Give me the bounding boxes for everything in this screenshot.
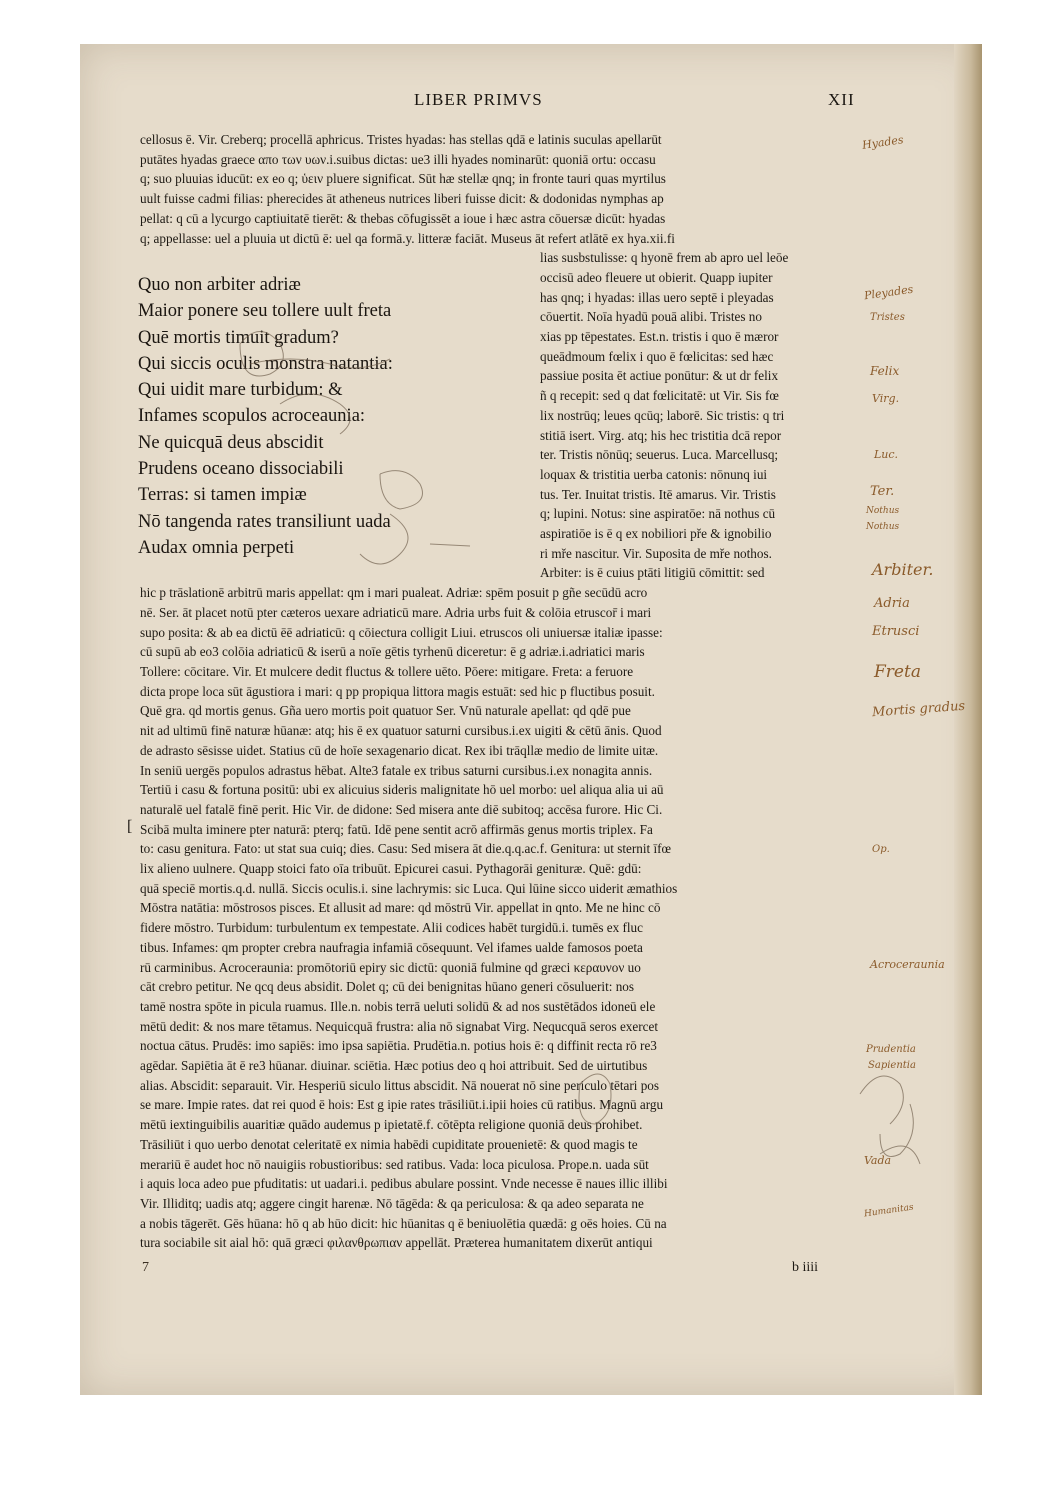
manuscript-page <box>80 44 982 1395</box>
verse-line: Infames scopulos acroceaunia: <box>138 406 366 427</box>
commentary-line: supo posita: & ab ea dictū ēē adriaticū: q cōiectura colligit Liui. etruscos oli uniuersæ italiæ ipasse: <box>140 624 663 640</box>
commentary-line: merariū ē audet hoc nō nauigiis robustioribus: sed ratibus. Vada: loca piculosa. Prope.n. uada sūt <box>140 1156 649 1172</box>
commentary-line: aspiratiōe is ē q ex nobiliori pře & ignobilio <box>540 526 772 542</box>
verse-line: Ne quicquā deus abscidit <box>138 432 324 453</box>
commentary-line: a nobis tāgerēt. Gēs hūana: hō q ab hūo dicit: hic hūanitas q ē beniuolētia quædā: g oēs hoies. Cū na <box>140 1215 667 1231</box>
verse-line: Qui siccis oculis monstra natantia: <box>138 353 393 374</box>
marginal-note: Hyades <box>861 133 905 152</box>
commentary-line: fidere mōstro. Turbidum: turbulentum ex tempestate. Alii codices habēt turgidū.i. tumēs ex fluc <box>140 920 643 936</box>
commentary-line: loquax & tristitia uerba catonis: nōnunq iui <box>540 466 768 482</box>
commentary-line: i aquis loca adeo pue pfuditatis: ut uadari.i. pedibus abulare possint. Vnde necesse ē naues illic illibi <box>140 1176 668 1192</box>
marginal-note: Ter. <box>870 484 895 499</box>
commentary-line: se mare. Impie rates. dat rei quod ē hois: Est g ipie rates trāsiliūt.i.ipii hoies cū ratibus. Magnū argu <box>140 1097 664 1113</box>
commentary-line: xias pp tēpestates. Est.n. tristis i quo ē mæror <box>540 329 779 345</box>
commentary-line: naturalē uel fatalē finē perit. Hic Vir. de didone: Sed misera ante diē subitoq; accēsa furore. Hic Ci. <box>140 801 663 817</box>
commentary-line: Trāsiliūt i quo uerbo denotat celeritatē ex nimia habēdi cupiditate prouenietē: & quod magis te <box>140 1136 638 1152</box>
commentary-line: tamē nostra spōte in picula ruamus. Ille.n. nobis terrā ueluti solidū & ad nos sustētādos idoneū ele <box>140 998 656 1014</box>
margin-mark: 7 <box>142 1260 149 1275</box>
commentary-line: Mōstra natātia: mōstrosos pisces. Et allusit ad mare: qd mōstrū Vir. appellat in qnto. Me ne hinc cō <box>140 900 661 916</box>
marginal-note: Adria <box>874 596 910 611</box>
commentary-line: putātes hyadas graece απο των υων.i.suibus dictas: ue3 illi hyades nominarūt: quoniā ortu: occasu <box>140 151 656 167</box>
verse-line: Audax omnia perpeti <box>138 537 295 558</box>
marginal-note: Nothus <box>866 522 900 532</box>
marginal-note: Vada <box>864 1154 892 1167</box>
commentary-line: Vir. Illiditq; uadis atq; aggere cingit harenæ. Nō tāgēda: & qa periculosa: & qa adeo separata ne <box>140 1195 644 1211</box>
marginalia <box>80 44 982 1395</box>
marginal-note: Pleyades <box>863 282 915 303</box>
commentary-line: tibus. Infames: qm propter crebra naufragia infamiā cōsequunt. Vel ifames ualde famosos poeta <box>140 939 643 955</box>
verse-line: Quē mortis timuit gradum? <box>138 327 339 348</box>
commentary-line: de adrasto sēsisse uidet. Statius cū de hoīe sexagenario dicat. Rex ibi trāqllæ medio de limite uitæ. <box>140 742 659 758</box>
commentary-line: queādmoum fœlix i quo ē fœlicitas: sed hæc <box>540 348 774 364</box>
commentary-line: Quē gra. qd mortis genus. Gña uero mortis poit quatuor Ser. Vnū naturale apellat: qd qdē pue <box>140 703 631 719</box>
commentary-line: rū carminibus. Acroceraunia: promōtoriū epiry sic dictū: quoniā fulmine qd græci κεραυνον uo <box>140 959 641 975</box>
marginal-note: Arbiter. <box>872 560 934 579</box>
running-title: LIBER PRIMVS <box>414 90 543 109</box>
marginal-note: Virg. <box>872 392 900 405</box>
commentary-line: pellat: q cū a lycurgo captiuitatē tierēt: & thebas cōfugissēt a ioue i hæc astra cōuersæ dicūt: hyadas <box>140 210 666 226</box>
commentary-line: ñ q recepit: sed q dat fœlicitatē: ut Vir. Sis fœ <box>540 388 779 404</box>
marginal-note: Luc. <box>874 448 899 461</box>
commentary-line: mētū iextinguibilis auaritiæ quādo audemus p ipietatē.f. cōtēpta religione quoniā deus prohibet. <box>140 1117 643 1133</box>
verse-line: Nō tangenda rates transiliunt uada <box>138 511 391 532</box>
verse-line: Prudens oceano dissociabili <box>138 459 344 480</box>
commentary-line: cāt crebro petitur. Ne qcq deus absidit. Dolet q; cū dei benignitas hūano generi cōsuluerit: nos <box>140 979 635 995</box>
commentary-line: stitiā isert. Virg. atq; his hec tristitia dcā repor <box>540 427 782 443</box>
verse-line: Maior ponere seu tollere uult freta <box>138 301 392 322</box>
commentary-line: cū supū ab eo3 colōia adriaticū & iserū a noīe gētis tyrhenū diceretur: ē g adriæ.i.adriatici maris <box>140 644 645 660</box>
commentary-line: dicta prope loca sūt āgustiora i mari: q pp propiqua littora magis estuāt: sed hic p fluctibus posuit. <box>140 683 655 699</box>
commentary-line: q; lupini. Notus: sine aspiratōe: nā nothus cū <box>540 506 776 522</box>
commentary-line: lix alieno uulnere. Quapp stoici fato oīa tribuūt. Epicurei casui. Pythagorāi genituræ. Quē: gdū: <box>140 861 642 877</box>
commentary-line: noctua cātus. Prudēs: imo sapiēs: imo ipsa sapiētia. Prudētia.n. potius hois ē: q diffinit recta rō re3 <box>140 1038 657 1054</box>
commentary-line: hic p trāslationē arbitrū maris appellat: qm i mari pualeat. Adriæ: spēm posuit p gñe secūdū acro <box>140 585 648 601</box>
marginal-note: Sapientia <box>868 1060 916 1071</box>
commentary-line: alias. Abscidit: separauit. Vir. Hesperiū siculo littus abscidit. Nā nouerat nō sine periculo tētari pos <box>140 1077 660 1093</box>
commentary-line: q; suo pluuias iducūt: ex eo q; ὑειν pluere significat. Sūt hæ stellæ qnq; in fronte tauri quas myrtilus <box>140 171 666 187</box>
commentary-line: Tertiū i casu & fortuna positū: ubi ex alicuius sideris malignitate hō uel morbo: uel aliqua alia ui aū <box>140 782 664 798</box>
commentary-line: lias susbstulisse: q hyonē frem ab apro uel leōe <box>540 250 789 266</box>
marginal-note: Op. <box>872 844 890 855</box>
commentary-line: uult fuisse cadmi filias: pherecides āt atheneus nutrices liberi fuisse dicit: & dodonidas nymphas ap <box>140 191 664 207</box>
marginal-note: Mortis gradus <box>871 698 966 721</box>
commentary-line: Scibā multa iminere pter naturā: pterq; fatū. Idē pene sentit acrō affirmās genus mortis triplex. Fa <box>140 821 653 837</box>
folio-number: XII <box>828 90 855 109</box>
commentary-line: passiue posita ēt actiue ponūtur: & ut dr felix <box>540 368 779 384</box>
commentary-line: In seniū uergēs populos adrastus hēbat. Alte3 fatale ex tribus saturni cursibus.i.ex nonagita annis. <box>140 762 653 778</box>
commentary-line: q; appellasse: uel a pluuia ut dictū ē: uel qa formā.y. litteræ faciāt. Museus āt refert atlātē ex hya.xii.fi <box>140 230 675 246</box>
commentary-line: cōuertit. Noīa hyadū pouā alibi. Tristes no <box>540 309 762 325</box>
commentary-line: Tollere: cōcitare. Vir. Et mulcere dedit fluctus & tollere uēto. Pōere: mitigare. Freta: a feruore <box>140 663 634 679</box>
verse-line: Quo non arbiter adriæ <box>138 275 301 295</box>
commentary-line: has qnq; i hyadas: illas uero septē i pleyadas <box>540 289 774 305</box>
verse-line: Qui uidit mare turbidum: & <box>138 380 343 401</box>
commentary-line: to: casu genitura. Fato: ut stat sua cuiq; dies. Casu: Sed misera āt die.q.q.ac.f. Genitura: ut sternit īfœ <box>140 841 672 857</box>
marginal-note: Etrusci <box>872 624 920 639</box>
commentary-line: ri mře nascitur. Vir. Suposita de mře nothos. <box>540 545 772 561</box>
marginal-note: Humanitas <box>863 1202 915 1220</box>
commentary-line: nit ad ultimū finē naturæ hūanæ: atq; his ē ex quatuor saturni cursibus.i.ex uigiti & cētū ānis. Quod <box>140 723 662 739</box>
bracket-mark: [ <box>127 818 133 835</box>
marginal-note: Nothus <box>866 506 900 516</box>
verse-line: Terras: si tamen impiæ <box>138 485 307 506</box>
marginal-note: Felix <box>870 364 900 378</box>
marginal-note: Freta <box>874 662 921 682</box>
commentary-line: tus. Ter. Inuitat tristis. Itē amarus. Vir. Tristis <box>540 486 776 502</box>
marginal-note: Prudentia <box>866 1044 916 1055</box>
commentary-line: mētū dedit: & nos mare tētamus. Nequicquā frustra: alia nō signabat Virg. Nequcquā seros exercet <box>140 1018 659 1034</box>
commentary-line: agēdar. Sapiētia āt ē re3 hūanar. diuinar. sciētia. Hæc potius deo q hoi attribuit. Sed de uirtutibus <box>140 1058 648 1074</box>
commentary-line: ter. Tristis nōnūq; seuerus. Luca. Marcellusq; <box>540 447 779 463</box>
commentary-line: lix nostrūq; leues qcūq; laborē. Sic tristis: q tri <box>540 407 785 423</box>
commentary-line: cellosus ē. Vir. Creberq; procellā aphricus. Tristes hyadas: has stellas qdā e latinis suculas apellarūt <box>140 132 662 147</box>
signature-mark: b iiii <box>792 1260 819 1275</box>
commentary-line: occisū adeo fleuere ut obierit. Quapp iupiter <box>540 269 773 285</box>
commentary-line: tura sociabile sit aial hō: quā græci φιλανθρωπιαν appellāt. Præterea humanitatem dixerūt antiqui <box>140 1235 653 1251</box>
commentary-line: quā speciē mortis.q.d. nullā. Siccis oculis.i. sine lachrymis: sic Luca. Qui lūine sicco uiderit æmathios <box>140 880 678 896</box>
marginal-note: Acroceraunia <box>870 958 945 971</box>
commentary-line: nē. Ser. āt placet notū pter cæteros uexare adriaticū mare. Adria urbs fuit & colōia etruscor̄ i mari <box>140 604 652 620</box>
commentary-line: Arbiter: is ē cuius ptāti litigiū cōmittit: sed <box>540 565 765 581</box>
marginal-note: Tristes <box>870 312 905 323</box>
